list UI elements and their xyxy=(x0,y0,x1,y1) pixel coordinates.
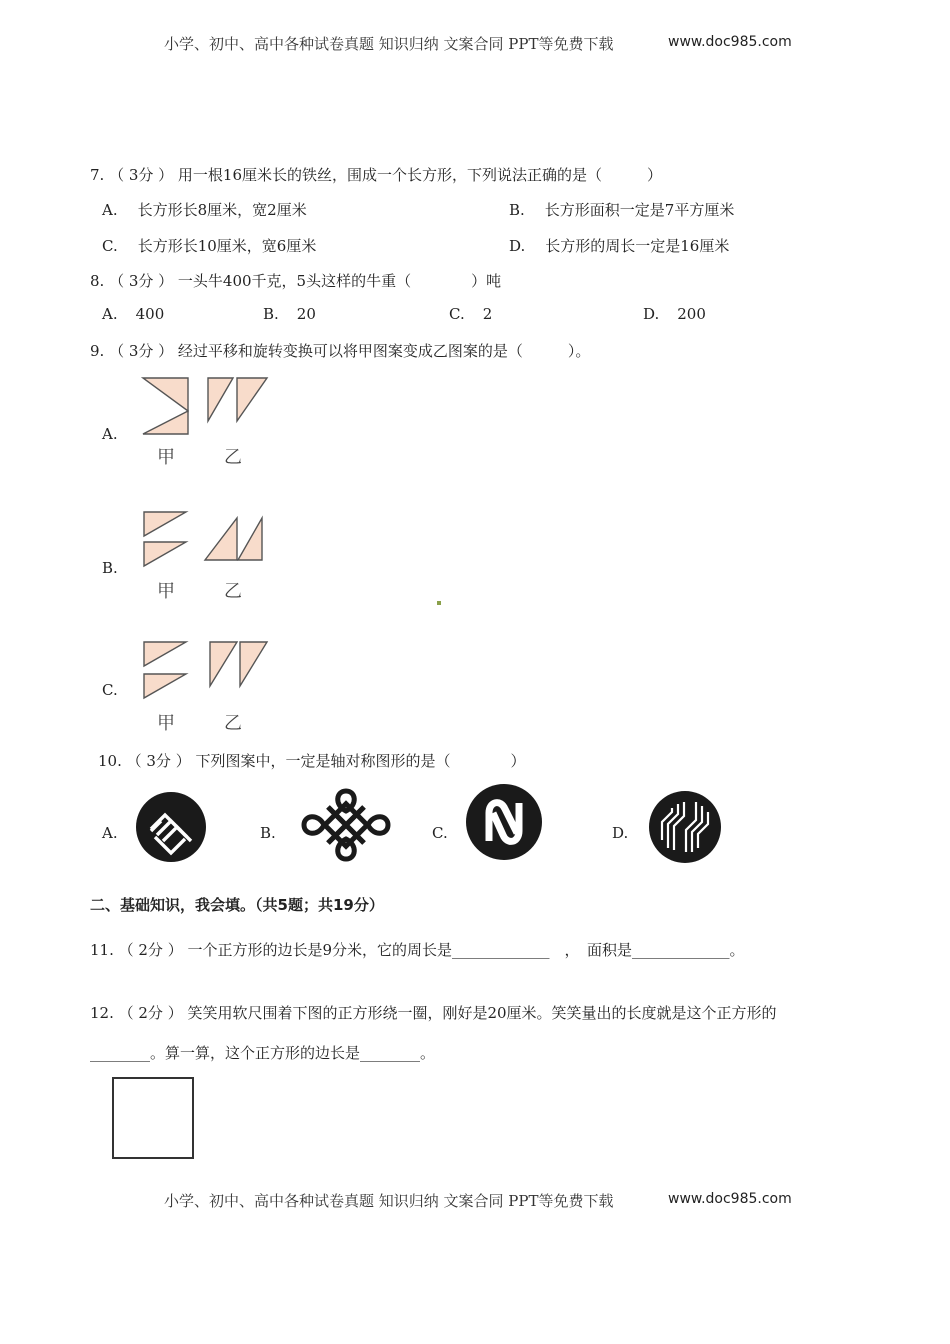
yi-shape xyxy=(205,518,262,560)
footer-text: 小学、初中、高中各种试卷真题 知识归纳 文案合同 PPT等免费下载 xyxy=(164,1192,614,1210)
q8-option-c[interactable] xyxy=(449,305,492,323)
label-yi: 乙 xyxy=(224,713,242,734)
q8-option-b[interactable] xyxy=(263,305,316,323)
label-yi: 乙 xyxy=(224,581,242,602)
option-text: 长方形长10厘米，宽6厘米 xyxy=(137,237,317,255)
option-letter: A. xyxy=(102,201,118,219)
option-text: 长方形长8厘米，宽2厘米 xyxy=(137,201,307,219)
option-letter: B. xyxy=(509,201,525,219)
header-url[interactable]: www.doc985.com xyxy=(668,34,792,50)
option-letter: C. xyxy=(449,305,465,323)
q10-option-a-letter[interactable]: A. xyxy=(102,824,118,842)
n-circle-logo xyxy=(465,783,543,861)
jia-shape xyxy=(144,642,186,698)
option-letter: C. xyxy=(102,237,118,255)
q12-line1: 12. （ 2分 ） 笑笑用软尺围着下图的正方形绕一圈，刚好是20厘米。笑笑量出的长度就是这个正方形的 xyxy=(90,1004,777,1022)
q7-option-a[interactable] xyxy=(102,199,307,220)
yi-shape xyxy=(208,378,267,421)
label-jia: 甲 xyxy=(157,447,175,468)
striped-circle-logo xyxy=(648,790,722,864)
q9-option-c-letter[interactable]: C. xyxy=(102,681,118,699)
q9-option-a-letter[interactable]: A. xyxy=(102,425,118,443)
option-text: 2 xyxy=(482,305,493,323)
q7-stem: 7. （ 3分 ） 用一根16厘米长的铁丝，围成一个长方形，下列说法正确的是（ ） xyxy=(90,166,663,184)
q8-stem: 8. （ 3分 ） 一头牛400千克，5头这样的牛重（ ）吨 xyxy=(90,272,502,290)
china-mobile-logo xyxy=(135,791,207,863)
stray-dot xyxy=(437,601,441,605)
q7-option-d[interactable] xyxy=(509,235,729,256)
q7-option-b[interactable] xyxy=(509,199,734,220)
q9-option-b-letter[interactable]: B. xyxy=(102,559,118,577)
q7-option-c[interactable] xyxy=(102,235,316,256)
q8-option-a[interactable] xyxy=(102,305,164,323)
q12-line2: ________。算一算，这个正方形的边长是________。 xyxy=(90,1044,436,1062)
jia-shape xyxy=(144,512,186,566)
header-text: 小学、初中、高中各种试卷真题 知识归纳 文案合同 PPT等免费下载 xyxy=(164,35,614,53)
label-yi: 乙 xyxy=(224,447,242,468)
option-text: 长方形面积一定是7平方厘米 xyxy=(544,201,735,219)
q11-stem: 11. （ 2分 ） 一个正方形的边长是9分米，它的周长是_____________ ， 面积是_____________。 xyxy=(90,941,745,959)
q10-option-c-letter[interactable]: C. xyxy=(432,824,448,842)
option-letter: A. xyxy=(102,305,118,323)
option-letter: D. xyxy=(643,305,660,323)
option-letter: B. xyxy=(263,305,279,323)
q9-stem: 9. （ 3分 ） 经过平移和旋转变换可以将甲图案变成乙图案的是（ ）。 xyxy=(90,342,591,360)
q10-stem: 10. （ 3分 ） 下列图案中，一定是轴对称图形的是（ ） xyxy=(98,752,526,770)
option-text: 400 xyxy=(135,305,165,323)
option-text: 200 xyxy=(677,305,706,323)
china-unicom-knot-logo xyxy=(298,787,394,863)
jia-shape xyxy=(143,378,188,434)
q8-option-d[interactable] xyxy=(643,305,706,323)
q10-option-d-letter[interactable]: D. xyxy=(612,824,629,842)
footer-url[interactable]: www.doc985.com xyxy=(668,1191,792,1207)
square-figure xyxy=(112,1077,196,1161)
label-jia: 甲 xyxy=(157,713,175,734)
section-2-title: 二、基础知识，我会填。（共5题；共19分） xyxy=(90,896,384,914)
option-text: 20 xyxy=(296,305,316,323)
label-jia: 甲 xyxy=(157,581,175,602)
q10-option-b-letter[interactable]: B. xyxy=(260,824,276,842)
option-text: 长方形的周长一定是16厘米 xyxy=(545,237,730,255)
yi-shape xyxy=(210,642,267,686)
option-letter: D. xyxy=(509,237,526,255)
